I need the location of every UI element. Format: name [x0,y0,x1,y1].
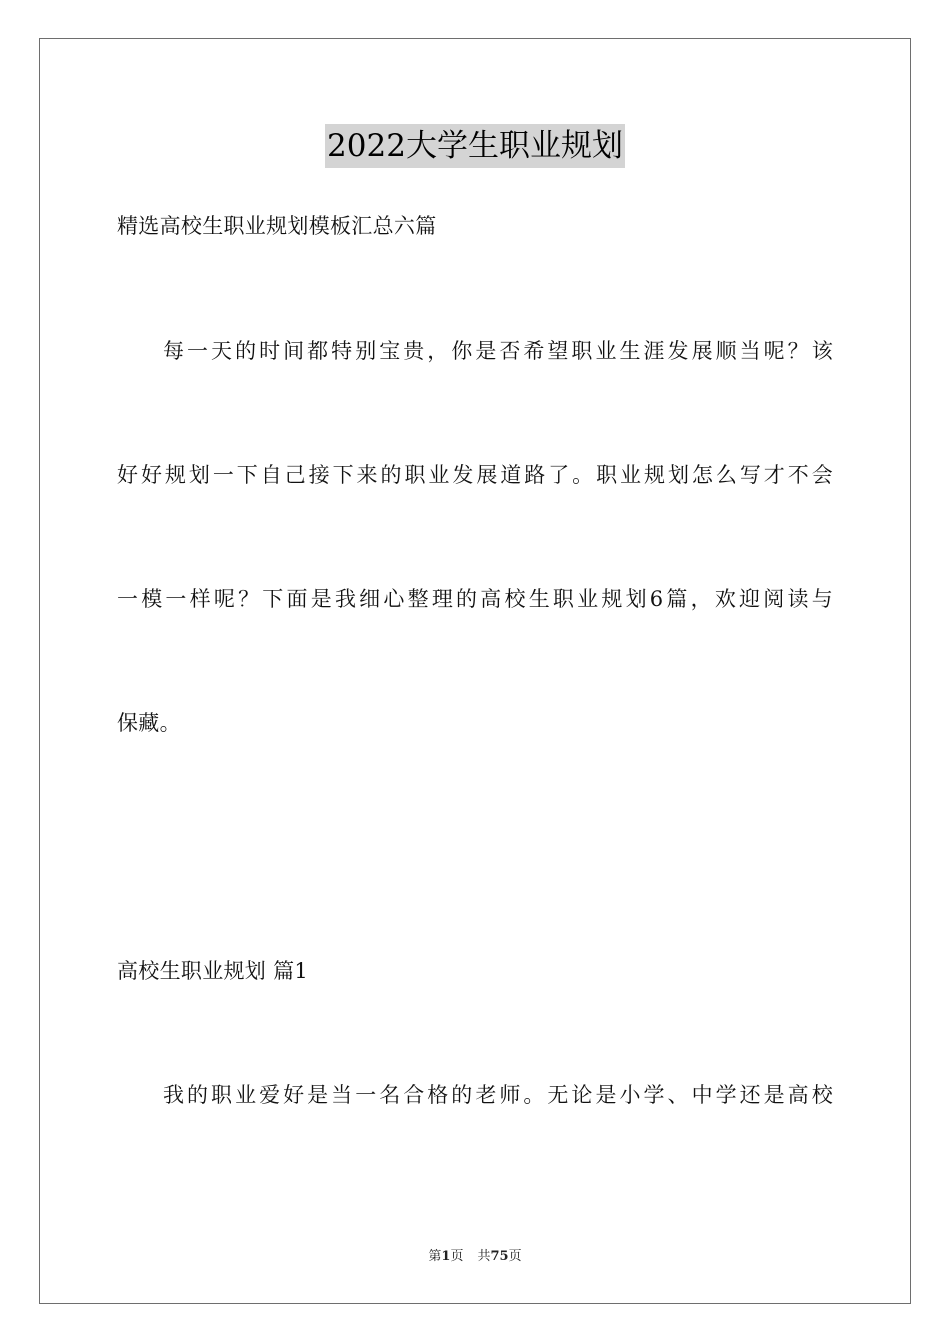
intro-line-4: 保藏。 [117,711,181,735]
footer-page-prefix: 第 [428,1249,442,1264]
footer-total-suffix: 页 [508,1249,522,1264]
section-line-1: 我的职业爱好是当一名合格的老师。无论是小学、中学还是高校 [163,1083,833,1107]
intro-line-1: 每一天的时间都特别宝贵，你是否希望职业生涯发展顺当呢？该 [163,339,833,363]
footer-page-number: 1 [441,1249,451,1264]
document-subtitle: 精选高校生职业规划模板汇总六篇 [117,214,437,238]
section-heading: 高校生职业规划 篇1 [117,959,309,983]
footer-total-prefix: 共 [477,1249,491,1264]
footer-total-pages: 75 [490,1249,509,1264]
page-footer [0,1248,950,1266]
intro-line-2: 好好规划一下自己接下来的职业发展道路了。职业规划怎么写才不会 [117,463,833,487]
intro-line-3: 一模一样呢？下面是我细心整理的高校生职业规划6篇，欢迎阅读与 [117,587,833,611]
document-title: 2022大学生职业规划 [325,124,625,168]
title-container [0,124,950,168]
footer-page-suffix: 页 [450,1249,464,1264]
